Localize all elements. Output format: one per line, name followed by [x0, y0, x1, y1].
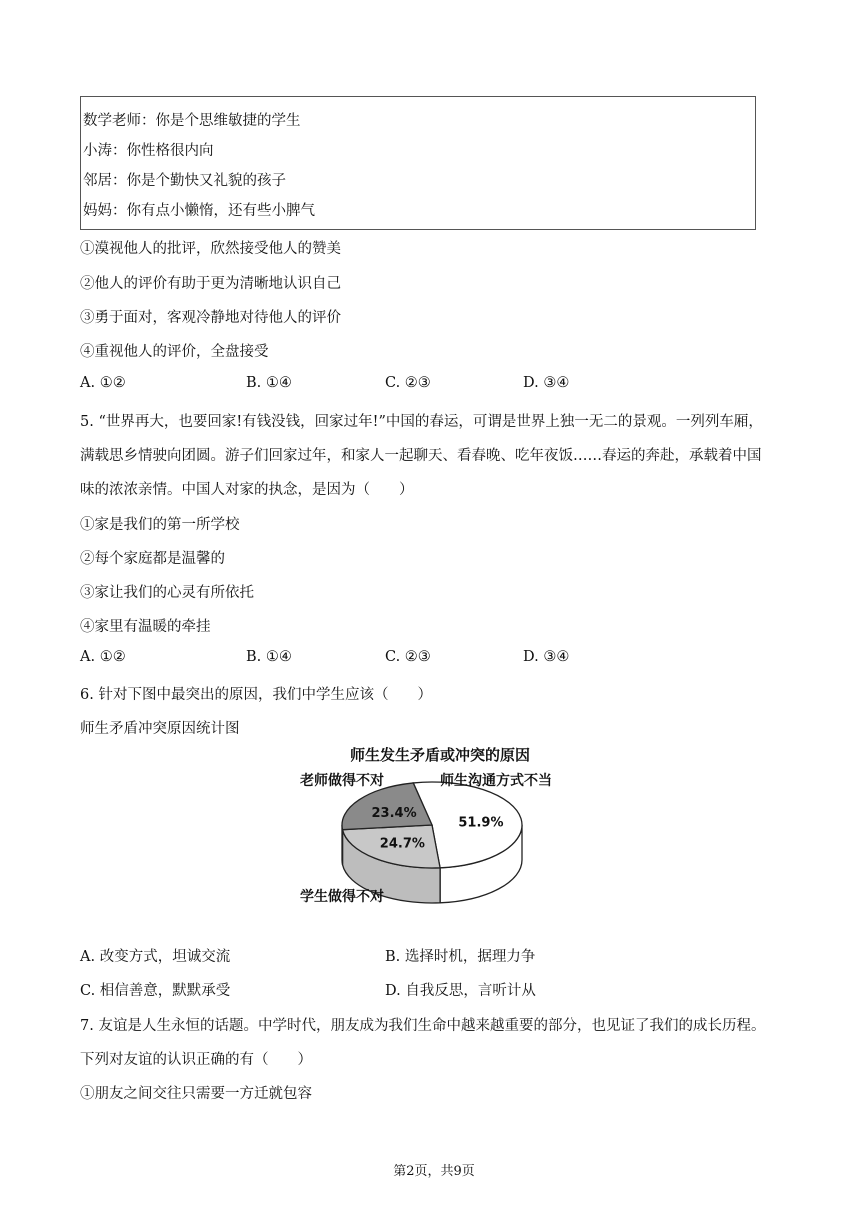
pie-category-label-1: 学生做得不对 — [300, 889, 384, 905]
q5-option-a[interactable]: A. ①② — [80, 649, 126, 665]
box-line: 数学老师：你是个思维敏捷的学生 — [83, 113, 301, 129]
q5-statement-3: ③家让我们的心灵有所依托 — [80, 585, 254, 601]
chart-title: 师生发生矛盾或冲突的原因 — [349, 746, 531, 764]
q6-option-b[interactable]: B. 选择时机，据理力争 — [385, 949, 536, 965]
q4-statement-1: ①漠视他人的批评，欣然接受他人的赞美 — [80, 241, 341, 257]
q4-option-d[interactable]: D. ③④ — [523, 375, 570, 391]
q6-stem: 6. 针对下图中最突出的原因，我们中学生应该（ ） — [80, 687, 432, 703]
pie-value-label-2: 23.4% — [371, 805, 417, 821]
pie-value-label-0: 51.9% — [458, 815, 504, 831]
q7-statement-1: ①朋友之间交往只需要一方迁就包容 — [80, 1086, 312, 1102]
pie-category-label-2: 老师做得不对 — [300, 773, 384, 789]
q6-option-c[interactable]: C. 相信善意，默默承受 — [80, 983, 231, 999]
q4-option-b[interactable]: B. ①④ — [246, 375, 292, 391]
box-line: 妈妈：你有点小懒惰，还有些小脾气 — [83, 203, 315, 219]
page-footer: 第2页，共9页 — [393, 1164, 475, 1179]
q4-option-a[interactable]: A. ①② — [80, 375, 126, 391]
q4-statement-2: ②他人的评价有助于更为清晰地认识自己 — [80, 276, 341, 292]
box-line: 小涛：你性格很内向 — [83, 143, 214, 159]
chart-caption: 师生矛盾冲突原因统计图 — [80, 721, 240, 737]
q5-option-b[interactable]: B. ①④ — [246, 649, 292, 665]
pie-top — [342, 782, 522, 868]
q4-option-c[interactable]: C. ②③ — [385, 375, 431, 391]
q6-option-a[interactable]: A. 改变方式，坦诚交流 — [80, 949, 231, 965]
pie-chart — [290, 738, 590, 908]
pie-value-label-1: 24.7% — [379, 836, 425, 852]
q4-statement-4: ④重视他人的评价，全盘接受 — [80, 344, 269, 360]
q6-option-d[interactable]: D. 自我反思，言听计从 — [385, 983, 536, 999]
q4-statement-3: ③勇于面对，客观冷静地对待他人的评价 — [80, 310, 341, 326]
q7-stem-line-1: 7. 友谊是人生永恒的话题。中学时代，朋友成为我们生命中越来越重要的部分，也见证了我们的成长历程。 — [80, 1018, 766, 1034]
q5-stem-line-1: 5. “世界再大，也要回家!有钱没钱，回家过年!”中国的春运，可谓是世界上独一无二的景观。一列列车厢， — [80, 414, 763, 430]
q5-statement-2: ②每个家庭都是温馨的 — [80, 551, 225, 567]
q5-option-c[interactable]: C. ②③ — [385, 649, 431, 665]
pie-category-label-0: 师生沟通方式不当 — [440, 773, 552, 789]
q5-stem-line-2: 满载思乡情驶向团圆。游子们回家过年，和家人一起聊天、看春晚、吃年夜饭……春运的奔赴，承载着中国 — [80, 448, 762, 464]
q5-option-d[interactable]: D. ③④ — [523, 649, 570, 665]
box-line: 邻居：你是个勤快又礼貌的孩子 — [83, 173, 286, 189]
q5-stem-line-3: 味的浓浓亲情。中国人对家的执念，是因为（ ） — [80, 482, 414, 498]
evaluation-box — [80, 96, 756, 230]
q5-statement-4: ④家里有温暖的牵挂 — [80, 619, 211, 635]
q5-statement-1: ①家是我们的第一所学校 — [80, 517, 240, 533]
q7-stem-line-2: 下列对友谊的认识正确的有（ ） — [80, 1052, 312, 1068]
